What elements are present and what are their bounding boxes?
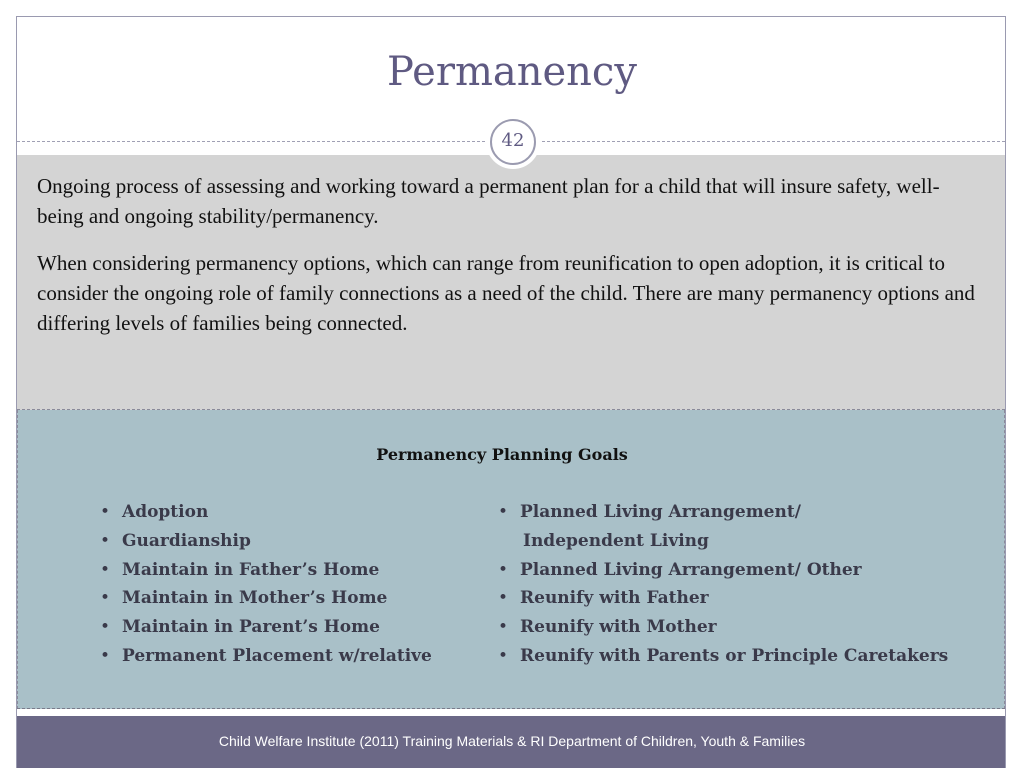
- list-item-continuation: Independent Living: [523, 530, 709, 551]
- page-number-badge: [486, 115, 540, 169]
- page-number: 42: [490, 119, 536, 165]
- list-item: • Maintain in Mother’s Home: [100, 584, 480, 613]
- list-item: • Reunify with Father: [498, 584, 998, 613]
- list-item: • Maintain in Father’s Home: [100, 556, 480, 585]
- list-item: • Planned Living Arrangement/: [498, 498, 998, 527]
- slide-title: Permanency: [387, 49, 637, 95]
- list-item: • Planned Living Arrangement/ Other: [498, 556, 998, 585]
- goals-list-left: [100, 498, 480, 671]
- list-item: • Reunify with Mother: [498, 613, 998, 642]
- goals-heading: Permanency Planning Goals: [376, 445, 628, 464]
- intro-paragraph-2: When considering permanency options, which can range from reunification to open adoption, it is critical to consider the ongoing role of family connections as a need of the child. There are many permanency options and differing levels of families being connected.: [37, 251, 975, 335]
- list-item: • Permanent Placement w/relative: [100, 642, 480, 671]
- footer-citation: Child Welfare Institute (2011) Training Materials & RI Department of Children, Youth & Families: [218, 733, 806, 749]
- intro-paragraph-1: Ongoing process of assessing and working toward a permanent plan for a child that will insure safety, well-being and ongoing stability/permanency.: [37, 174, 940, 228]
- list-item: • Guardianship: [100, 527, 480, 556]
- list-item: • Maintain in Parent’s Home: [100, 613, 480, 642]
- list-item: • Reunify with Parents or Principle Caretakers: [498, 642, 998, 671]
- goals-divider: [17, 708, 1005, 709]
- goals-list-right: [498, 498, 998, 671]
- list-item: • Adoption: [100, 498, 480, 527]
